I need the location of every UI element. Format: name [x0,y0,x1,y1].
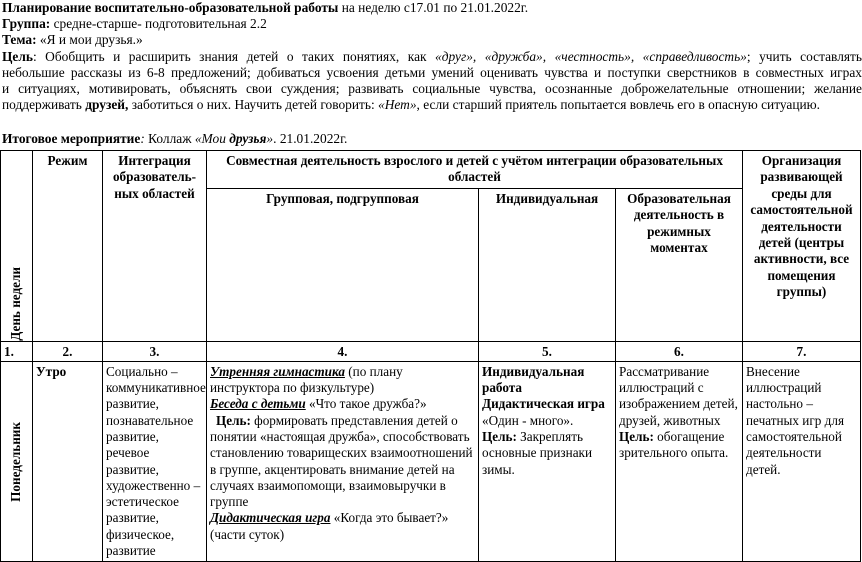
table-row [1,361,861,562]
environment-cell: Внесение иллюстраций настольно – печатных игр для самостоятельной деятельности детей. [743,361,861,562]
column-number: 6. [616,341,743,361]
column-number: 3. [103,341,207,361]
day-column-header: День недели [1,151,33,342]
goal-line-1: Цель: Обобщить и расширить знания детей о таких понятиях, как «друг», «дружба», «честность», «справедливость»; учить составлять [2,48,862,64]
theme-line: Тема: «Я и мои друзья.» [2,32,143,48]
regime-edu-column-header: Образовательная деятельность в режимных моментах [616,188,743,341]
goal-line-4: поддерживать друзей, заботиться о них. Научить детей говорить: «Нет», если старший приятель попытается вовлечь его в опасную ситуацию. [2,97,821,113]
column-number: 1. [1,341,33,361]
column-number: 2. [33,341,103,361]
column-number: 5. [479,341,616,361]
group-activity-cell: Утренняя гимнастика (по плану инструктора по физкультуре) Беседа с детьми «Что такое дружба?» Цель: формировать представления детей о понятии «настоящая дружба», способствовать становлению товарищеских взаимоотношений в группе, акцентировать внимание детей на случаях взаимопомощи, взаимовыручки в группе Дидактическая игра «Когда это бывает?» (части суток) [207,361,479,562]
individual-column-header: Индивидуальная [479,188,616,341]
regime-edu-cell: Рассматривание иллюстраций с изображением детей, друзей, животных Цель: обогащение зрительного опыта. [616,361,743,562]
plan-table [0,150,861,562]
plan-title: Планирование воспитательно-образовательной работы на неделю с17.01 по 21.01.2022г. [2,0,529,15]
joint-activity-header: Совместная деятельность взрослого и детей с учётом интеграции образовательных областей [207,151,743,189]
plan-header [2,0,862,148]
final-event-line: Итоговое мероприятие: Коллаж «Мои друзья». 21.01.2022г. [2,131,348,147]
goal-line-2: небольшие рассказы из 6-8 предложений; добиваться усвоения детьми умений оценивать чувства и поступки сверстников в совместных играх [2,64,862,80]
integration-column-header: Интеграция образователь-ных областей [103,151,207,342]
column-numbers-row [1,341,861,361]
column-number: 7. [743,341,861,361]
integration-cell: Социально – коммуникативное развитие, познавательное развитие, речевое развитие, художественно – эстетическое развитие, физическое, развитие [103,361,207,562]
group-column-header: Групповая, подгрупповая [207,188,479,341]
group-line: Группа: средне-старше- подготовительная 2.2 [2,16,267,32]
day-cell: Понедельник [1,361,33,562]
environment-column-header: Организация развивающей среды для самостоятельной деятельности детей (центры активности, все помещения группы) [743,151,861,342]
goal-line-3: и ситуациях, мотивировать, объяснять свои суждения; развивать социальные чувства, осознанные доброжелательные отношении; желание [2,81,862,97]
header-row-1 [1,151,861,189]
regime-cell: Утро [33,361,103,562]
column-number: 4. [207,341,479,361]
regime-column-header: Режим [33,151,103,342]
individual-cell: Индивидуальная работа Дидактическая игра «Один - много». Цель: Закреплять основные признаки зимы. [479,361,616,562]
